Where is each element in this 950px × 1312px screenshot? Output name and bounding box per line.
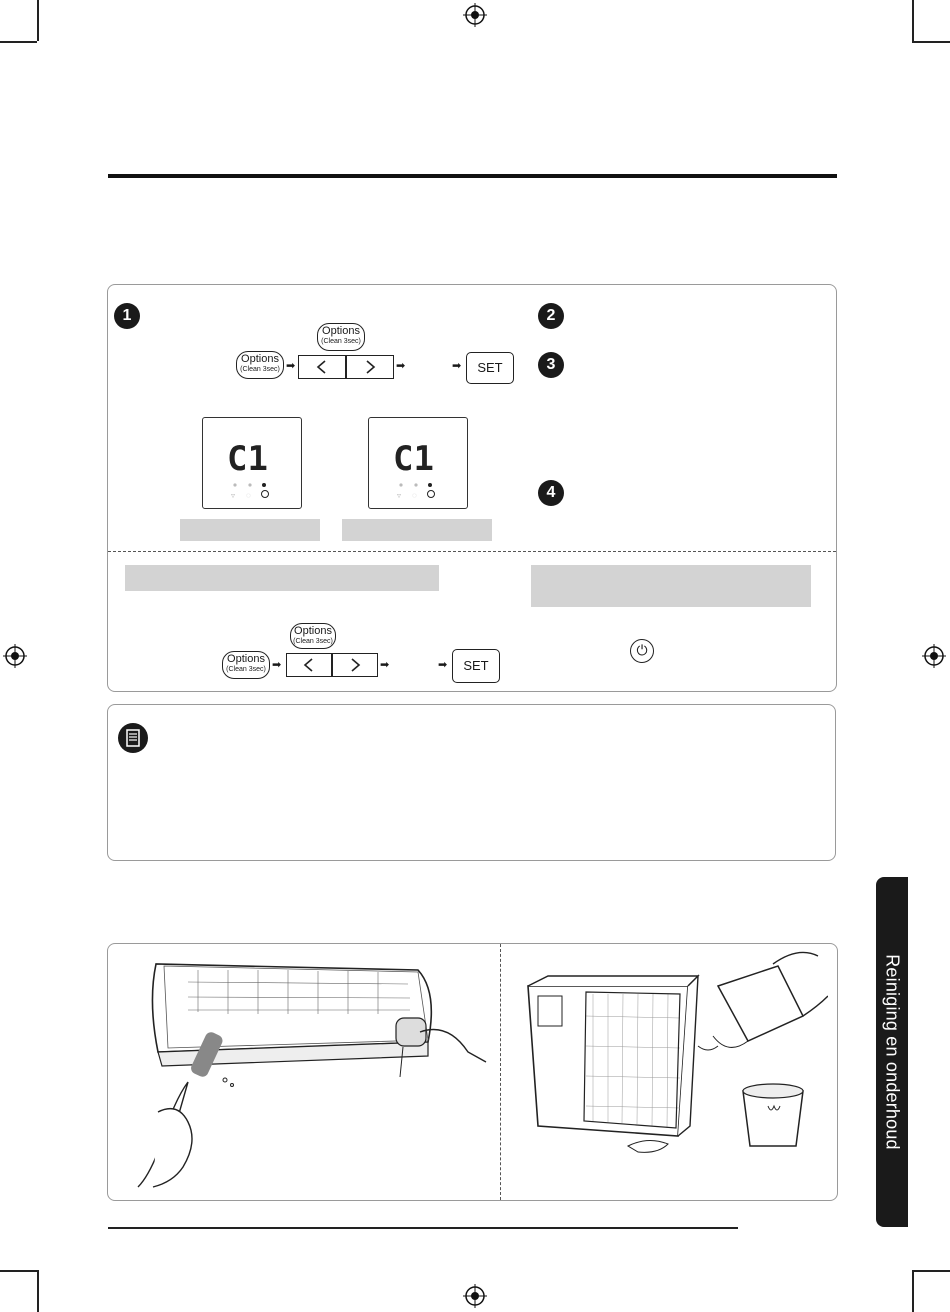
options-button-sublabel: (Clean 3sec) (240, 366, 280, 373)
chapter-side-tab-label: Reiniging en onderhoud (882, 954, 903, 1150)
timer-icon (262, 491, 269, 498)
right-arrow-button[interactable] (346, 355, 394, 379)
svg-text:▿: ▿ (397, 491, 402, 500)
chevron-right-icon (347, 356, 393, 378)
crop-mark (37, 1270, 39, 1312)
set-button-label: SET (463, 658, 489, 673)
subsection-header-bar (125, 565, 439, 591)
step-number-2: 2 (538, 303, 564, 329)
set-button[interactable] (466, 352, 514, 384)
options-clean-button[interactable] (290, 623, 336, 649)
crop-mark (912, 1270, 950, 1272)
svg-text:◌: ◌ (246, 491, 251, 500)
arrow-right-icon: ➡ (380, 659, 390, 671)
crop-mark (0, 1270, 37, 1272)
options-button-label: Options (322, 325, 360, 337)
set-button[interactable] (452, 649, 500, 683)
outdoor-unit-rinsing-illustration (518, 946, 828, 1196)
crop-mark (912, 0, 914, 41)
timer-icon (428, 491, 435, 498)
arrow-right-icon: ➡ (438, 659, 448, 671)
registration-mark-icon (3, 644, 27, 668)
options-button-sublabel: (Clean 3sec) (293, 638, 333, 645)
chapter-side-tab[interactable] (876, 877, 908, 1227)
section-heading-rule (108, 174, 837, 178)
display-readout (369, 418, 466, 507)
display-caption-bar (180, 519, 320, 541)
arrow-right-icon: ➡ (286, 360, 296, 372)
panel-divider (108, 551, 836, 552)
crop-mark (912, 41, 950, 43)
segment-display (368, 417, 468, 509)
step-number-1: 1 (114, 303, 140, 329)
chevron-left-icon (299, 356, 345, 378)
illustration-panel (107, 943, 838, 1201)
note-panel (107, 704, 836, 861)
svg-text:▿: ▿ (231, 491, 236, 500)
options-button-label: Options (227, 653, 265, 665)
footer-rule (108, 1227, 738, 1229)
left-arrow-button[interactable] (298, 355, 346, 379)
display-segment-text: C1 (393, 439, 434, 479)
display-caption-bar (342, 519, 492, 541)
options-button-label: Options (241, 353, 279, 365)
options-button-sublabel: (Clean 3sec) (321, 338, 361, 345)
crop-mark (37, 0, 39, 41)
registration-mark-icon (463, 3, 487, 27)
chevron-left-icon (287, 654, 331, 676)
procedure-panel (107, 284, 837, 692)
options-button-sublabel: (Clean 3sec) (226, 666, 266, 673)
step-number-4: 4 (538, 480, 564, 506)
left-arrow-button[interactable] (286, 653, 332, 677)
step-number-3: 3 (538, 352, 564, 378)
options-clean-button[interactable] (222, 651, 270, 679)
arrow-right-icon: ➡ (452, 360, 462, 372)
registration-mark-icon (922, 644, 946, 668)
segment-display (202, 417, 302, 509)
arrow-right-icon: ➡ (272, 659, 282, 671)
crop-mark (0, 41, 37, 43)
subsection-header-bar (531, 565, 811, 607)
options-button-label: Options (294, 625, 332, 637)
power-button[interactable]: ⏻ (630, 639, 654, 663)
arrow-right-icon: ➡ (396, 360, 406, 372)
set-button-label: SET (477, 360, 503, 375)
options-clean-button[interactable] (317, 323, 365, 351)
indoor-unit-cleaning-illustration (128, 952, 488, 1192)
note-icon (117, 722, 149, 754)
svg-text:◌: ◌ (412, 491, 417, 500)
display-readout (203, 418, 300, 507)
crop-mark (912, 1270, 914, 1312)
display-segment-text: C1 (227, 439, 268, 479)
registration-mark-icon (463, 1284, 487, 1308)
illustration-divider (500, 944, 501, 1200)
right-arrow-button[interactable] (332, 653, 378, 677)
options-clean-button[interactable] (236, 351, 284, 379)
chevron-right-icon (333, 654, 377, 676)
